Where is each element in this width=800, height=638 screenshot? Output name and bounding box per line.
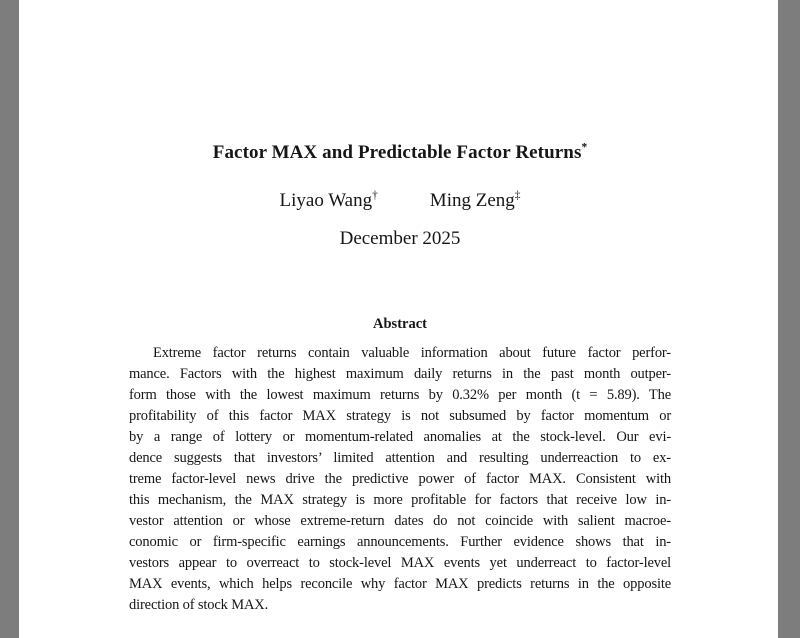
abstract-line: Extreme factor returns contain valuable information about future factor perfor-	[153, 345, 671, 361]
abstract-line: form those with the lowest maximum returns by 0.32% per month (t = 5.89). The	[129, 387, 671, 403]
abstract-line: dence suggests that investors’ limited attention and resulting underreaction to ex-	[129, 450, 671, 466]
author-1	[280, 190, 378, 212]
authors-row	[127, 190, 673, 212]
title-footnote-mark: *	[581, 141, 588, 154]
abstract-line: this mechanism, the MAX strategy is more profitable for factors that receive low in-	[129, 492, 671, 508]
author-2	[430, 190, 521, 212]
paper-title-text: Factor MAX and Predictable Factor Returns	[212, 142, 582, 163]
abstract-line: vestor attention or whose extreme-return dates do not coincide with salient macroe-	[129, 513, 671, 529]
abstract-heading: Abstract	[373, 316, 427, 332]
paper-title	[127, 142, 673, 164]
abstract-line: treme factor-level news drive the predictive power of factor MAX. Consistent with	[129, 471, 671, 487]
abstract-text	[129, 343, 671, 616]
author-2-name: Ming Zeng	[429, 190, 515, 211]
abstract-line: mance. Factors with the highest maximum daily returns in the past month outper-	[129, 366, 671, 382]
abstract-line: vestors appear to overreact to stock-level MAX events yet underreact to factor-level	[129, 555, 671, 571]
author-2-footnote-mark: ‡	[514, 189, 521, 202]
abstract-line: profitability of this factor MAX strategy is not subsumed by factor momentum or	[129, 408, 671, 424]
abstract-line: by a range of lottery or momentum-related anomalies at the stock-level. Our evi-	[129, 429, 671, 445]
paper-date: December 2025	[339, 228, 461, 249]
abstract-line: MAX events, which helps reconcile why factor MAX predicts returns in the opposite	[129, 576, 671, 592]
paper-page	[19, 0, 778, 638]
abstract-line: direction of stock MAX.	[129, 597, 269, 613]
paper-content	[127, 0, 673, 638]
author-1-name: Liyao Wang	[279, 190, 373, 211]
author-1-footnote-mark: †	[372, 189, 378, 202]
abstract-line: conomic or firm-specific earnings announcements. Further evidence shows that in-	[129, 534, 671, 550]
